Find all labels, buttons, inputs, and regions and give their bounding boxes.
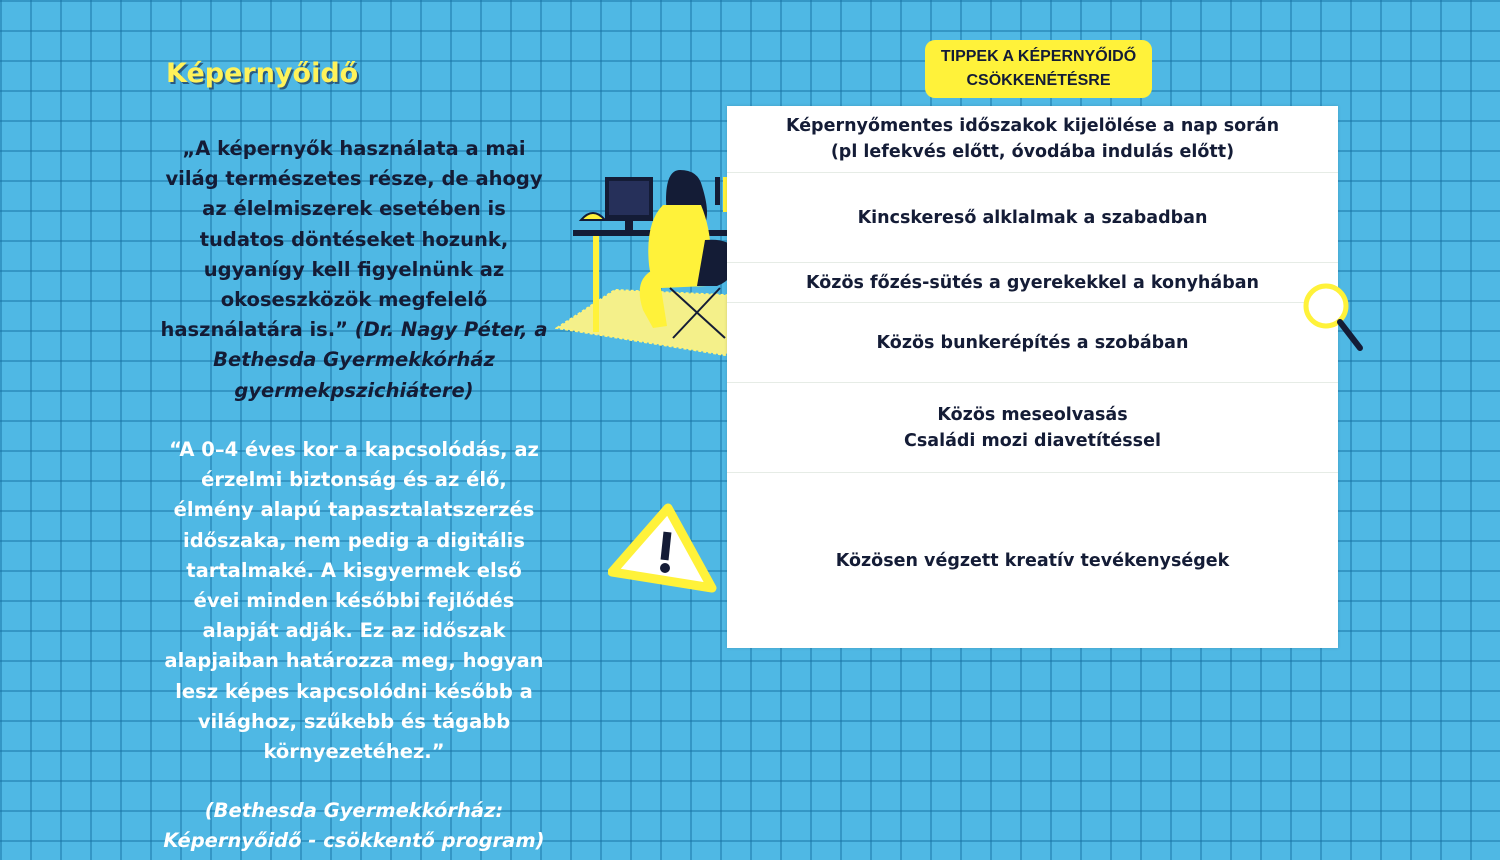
tip-5-line-2: Családi mozi diavetítéssel: [904, 430, 1161, 451]
tip-1-line-1: Képernyőmentes időszakok kijelölése a nap során: [785, 116, 1280, 136]
tip-1-line-2: (pl lefekvés előtt, óvodába indulás előtt): [830, 142, 1235, 162]
quote-expert-author: (Dr. Nagy Péter, a Bethesda Gyermekkórház gyermekpszichiátere): [213, 318, 548, 402]
list-item: [727, 173, 1338, 263]
source-citation: [150, 796, 558, 856]
quote-development: “A 0–4 éves kor a kapcsolódás, az érzelmi biztonság és az élő, élmény alapú tapasztalatszerzés időszaka, nem pedig a digitális tartalmaké. A kisgyermek első évei minden későbbi fejlődés alapját adják. Ez az időszak alapjaiban határozza meg, hogyan lesz képes kapcsolódni később a világhoz, szűkebb és tágabb környezetéhez.”: [164, 438, 544, 764]
tips-badge-line-1: TIPPEK A KÉPERNYŐIDŐ: [940, 48, 1137, 65]
tip-3: Közös főzés-sütés a gyerekekkel a konyhában: [805, 272, 1259, 293]
tips-badge-line-2: CSÖKKENÉTÉSRE: [966, 72, 1111, 89]
warning-icon: [608, 502, 718, 597]
source-line-1: (Bethesda Gyermekkórház:: [204, 799, 504, 822]
quote-expert-text: „A képernyők használata a mai világ természetes része, de ahogy az élelmiszerek esetében is tudatos döntéseket hozunk, ugyanígy kell figyelnünk az okoseszközök megfelelő használatára is.”: [160, 137, 543, 342]
magnifier-icon: [1302, 280, 1367, 355]
tip-4: Közös bunkerépítés a szobában: [876, 332, 1189, 353]
list-item: [727, 106, 1338, 173]
page-title: Képernyőidő: [166, 58, 359, 89]
tip-5-line-1: Közös meseolvasás: [937, 404, 1128, 425]
list-item: [727, 303, 1338, 383]
list-item: [727, 383, 1338, 473]
tip-2: Kincskereső alklalmak a szabadban: [857, 207, 1208, 228]
tip-6: Közösen végzett kreatív tevékenységek: [835, 550, 1230, 571]
list-item: [727, 263, 1338, 303]
tips-badge: [925, 40, 1152, 98]
tips-panel: [727, 106, 1338, 648]
quote-expert: [160, 134, 548, 406]
list-item: [727, 473, 1338, 648]
source-line-2: Képernyőidő - csökkentő program): [163, 829, 545, 852]
